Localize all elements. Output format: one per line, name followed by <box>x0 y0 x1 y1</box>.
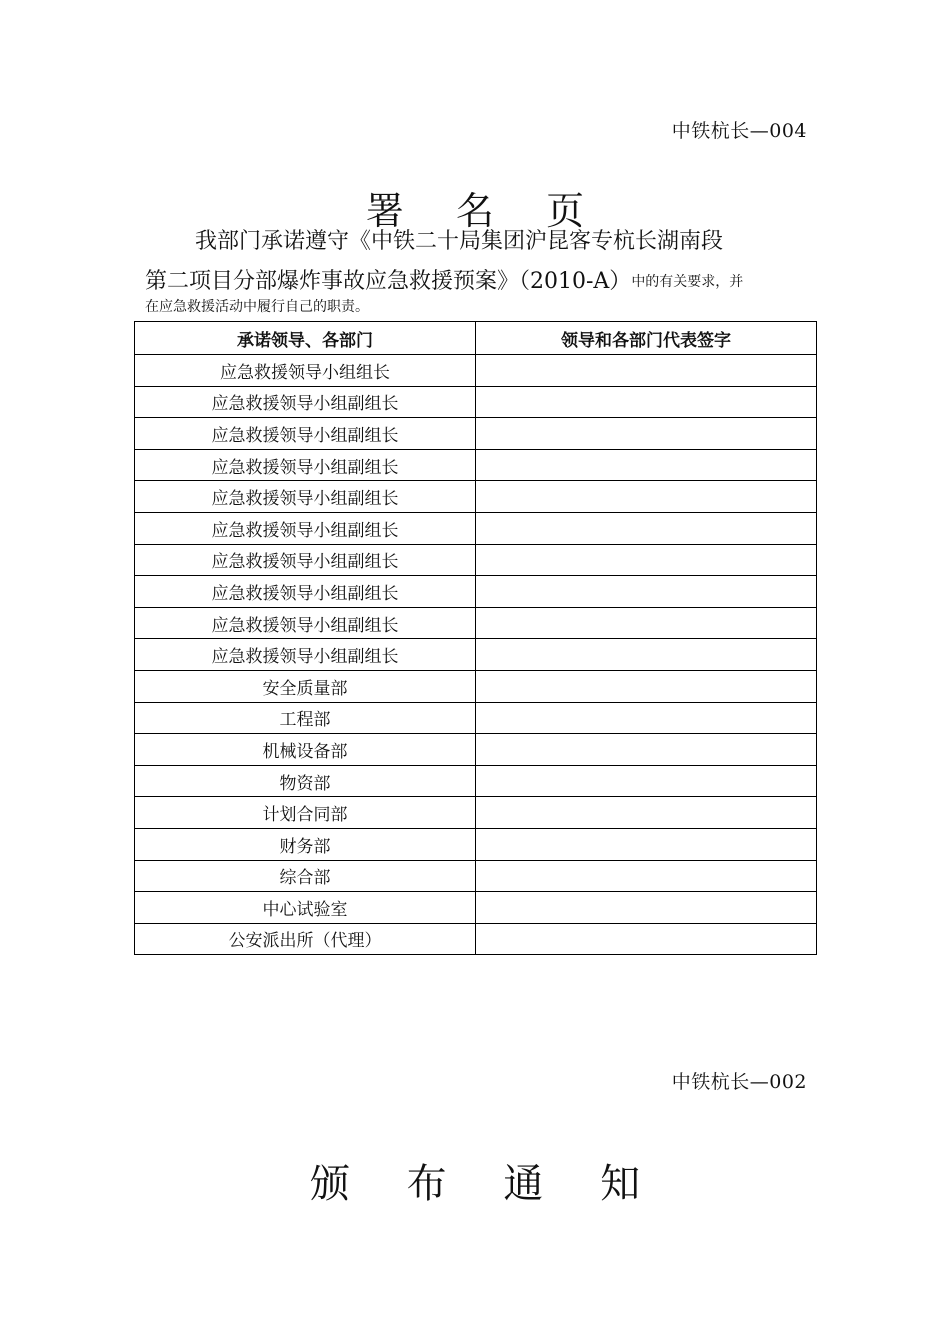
signature-cell[interactable] <box>476 576 817 608</box>
role-cell: 机械设备部 <box>135 734 476 766</box>
table-row <box>135 639 817 671</box>
signature-cell[interactable] <box>476 512 817 544</box>
signature-cell[interactable] <box>476 702 817 734</box>
table-row <box>135 607 817 639</box>
signature-table <box>134 321 817 955</box>
role-cell: 应急救援领导小组副组长 <box>135 386 476 418</box>
header-role: 承诺领导、各部门 <box>135 322 476 355</box>
role-cell: 计划合同部 <box>135 797 476 829</box>
role-cell: 应急救援领导小组副组长 <box>135 481 476 513</box>
role-cell: 公安派出所（代理） <box>135 923 476 955</box>
pledge-line-2-small: 中的有关要求，并 <box>631 274 744 290</box>
table-row <box>135 765 817 797</box>
document-code: 中铁杭长—004 <box>671 120 807 142</box>
role-cell: 财务部 <box>135 828 476 860</box>
table-row <box>135 386 817 418</box>
pledge-line-1: 我部门承诺遵守《中铁二十局集团沪昆客专杭长湖南段 <box>195 229 724 254</box>
table-header-row <box>135 322 817 355</box>
role-cell: 应急救援领导小组副组长 <box>135 639 476 671</box>
signature-cell[interactable] <box>476 481 817 513</box>
table-row <box>135 449 817 481</box>
role-cell: 应急救援领导小组副组长 <box>135 418 476 450</box>
signature-cell[interactable] <box>476 892 817 924</box>
pledge-line-2-main: 第二项目分部爆炸事故应急救援预案》（2010-A） <box>145 269 632 294</box>
table-row <box>135 797 817 829</box>
table-row <box>135 828 817 860</box>
table-row <box>135 670 817 702</box>
table-row <box>135 892 817 924</box>
signature-cell[interactable] <box>476 860 817 892</box>
signature-cell[interactable] <box>476 639 817 671</box>
table-row <box>135 734 817 766</box>
signature-cell[interactable] <box>476 386 817 418</box>
role-cell: 工程部 <box>135 702 476 734</box>
table-row <box>135 576 817 608</box>
signature-cell[interactable] <box>476 734 817 766</box>
table-row <box>135 512 817 544</box>
signature-cell[interactable] <box>476 607 817 639</box>
table-row <box>135 355 817 387</box>
role-cell: 中心试验室 <box>135 892 476 924</box>
header-signature: 领导和各部门代表签字 <box>476 322 817 355</box>
page-title: 署 名 页 <box>365 189 605 233</box>
document-code-2: 中铁杭长—002 <box>671 1071 807 1093</box>
signature-cell[interactable] <box>476 418 817 450</box>
table-body <box>135 355 817 955</box>
signature-cell[interactable] <box>476 765 817 797</box>
role-cell: 综合部 <box>135 860 476 892</box>
role-cell: 应急救援领导小组副组长 <box>135 449 476 481</box>
role-cell: 应急救援领导小组副组长 <box>135 544 476 576</box>
signature-cell[interactable] <box>476 670 817 702</box>
table-row <box>135 923 817 955</box>
notice-title: 颁 布 通 知 <box>309 1161 663 1207</box>
signature-cell[interactable] <box>476 797 817 829</box>
role-cell: 应急救援领导小组副组长 <box>135 607 476 639</box>
role-cell: 应急救援领导小组组长 <box>135 355 476 387</box>
signature-cell[interactable] <box>476 355 817 387</box>
table-row <box>135 418 817 450</box>
signature-cell[interactable] <box>476 828 817 860</box>
table-row <box>135 702 817 734</box>
role-cell: 应急救援领导小组副组长 <box>135 512 476 544</box>
signature-cell[interactable] <box>476 544 817 576</box>
table-row <box>135 481 817 513</box>
pledge-line-3: 在应急救援活动中履行自己的职责。 <box>145 299 369 315</box>
role-cell: 安全质量部 <box>135 670 476 702</box>
signature-cell[interactable] <box>476 923 817 955</box>
role-cell: 物资部 <box>135 765 476 797</box>
pledge-paragraph <box>145 222 815 318</box>
table-row <box>135 544 817 576</box>
role-cell: 应急救援领导小组副组长 <box>135 576 476 608</box>
signature-cell[interactable] <box>476 449 817 481</box>
table-row <box>135 860 817 892</box>
